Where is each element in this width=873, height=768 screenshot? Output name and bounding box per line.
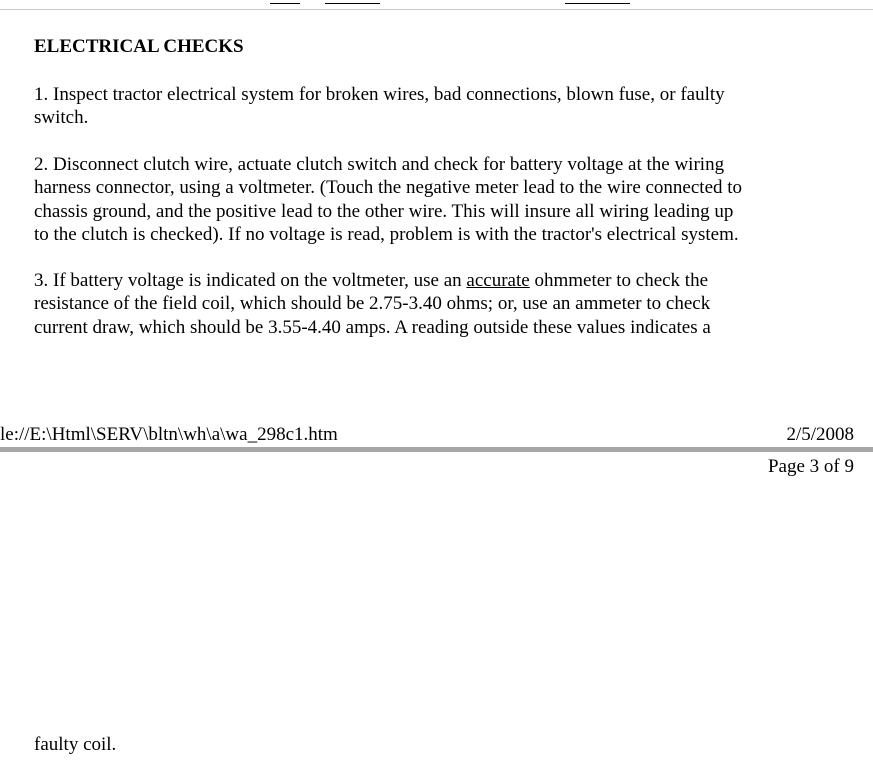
page-separator xyxy=(0,447,873,452)
text-fragment xyxy=(270,0,300,4)
paragraph-line: to the clutch is checked). If no voltage is read, problem is with the tractor's electrical system. xyxy=(34,223,739,245)
continuation-text: faulty coil. xyxy=(34,734,117,755)
paragraph-3 xyxy=(34,269,834,339)
page-number: Page 3 of 9 xyxy=(767,456,854,477)
paragraph-line: chassis ground, and the positive lead to the other wire. This will insure all wiring leading up xyxy=(34,200,734,222)
underlined-word: accurate xyxy=(466,270,530,291)
footer-file-path: le://E:\Html\SERV\bltn\wh\a\wa_298c1.htm xyxy=(0,424,338,445)
page-top-rule xyxy=(0,9,873,10)
paragraph-line: 2. Disconnect clutch wire, actuate clutch switch and check for battery voltage at the wiring xyxy=(34,154,725,175)
text-fragment xyxy=(325,0,380,4)
footer-date: 2/5/2008 xyxy=(786,424,854,445)
previous-page-text-fragment xyxy=(0,0,873,9)
paragraph-line xyxy=(34,269,834,292)
paragraph-text: 3. If battery voltage is indicated on the voltmeter, use an xyxy=(34,270,467,291)
text-fragment xyxy=(565,0,630,4)
section-heading: ELECTRICAL CHECKS xyxy=(34,36,244,57)
paragraph-1 xyxy=(34,83,834,130)
paragraph-line: switch. xyxy=(34,107,89,129)
paragraph-line: 1. Inspect tractor electrical system for broken wires, bad connections, blown fuse, or faulty xyxy=(34,84,725,105)
paragraph-line: current draw, which should be 3.55-4.40 amps. A reading outside these values indicates a xyxy=(34,316,711,338)
paragraph-2 xyxy=(34,153,834,246)
paragraph-text: ohmmeter to check the xyxy=(529,270,709,291)
paragraph-line: resistance of the field coil, which should be 2.75-3.40 ohms; or, use an ammeter to check xyxy=(34,293,711,315)
paragraph-line: harness connector, using a voltmeter. (Touch the negative meter lead to the wire connected to xyxy=(34,177,743,199)
